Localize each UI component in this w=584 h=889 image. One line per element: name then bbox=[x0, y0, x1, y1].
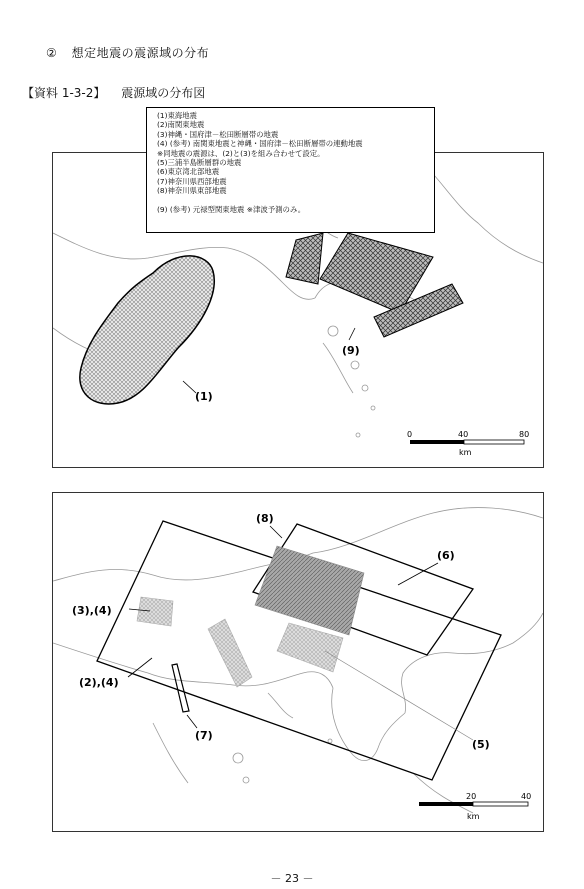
leader-zone-8 bbox=[270, 526, 282, 538]
legend-item-5: (5)三浦半島断層群の地震 bbox=[157, 158, 242, 168]
zone-9-genroku bbox=[286, 233, 463, 337]
zone-2-4-combined bbox=[208, 619, 252, 687]
scale-bar-detail bbox=[419, 792, 531, 821]
label-zone-5: (5) bbox=[472, 738, 490, 751]
label-zone-2-4: (2),(4) bbox=[79, 676, 119, 689]
scale-tick-80: 80 bbox=[519, 430, 530, 439]
legend-item-6: (6)東京湾北部地震 bbox=[157, 167, 220, 177]
label-zone-3-4: (3),(4) bbox=[72, 604, 112, 617]
label-zone-1: (1) bbox=[195, 390, 213, 403]
legend-note: ※同地震の震源は、(2)と(3)を組み合わせて設定。 bbox=[157, 148, 325, 158]
scale-tick-0: 0 bbox=[407, 430, 413, 439]
scale-unit-detail: km bbox=[467, 812, 480, 821]
legend-item-2: (2)南関東地震 bbox=[157, 120, 205, 130]
resource-caption bbox=[22, 84, 205, 101]
leader-zone-9 bbox=[349, 328, 355, 340]
source-area-map-detail bbox=[52, 492, 544, 832]
scale-tick-40-detail: 40 bbox=[521, 792, 532, 801]
label-zone-8: (8) bbox=[256, 512, 274, 525]
zone-5-miura-faults bbox=[277, 623, 343, 672]
section-title: 想定地震の震源域の分布 bbox=[71, 46, 210, 60]
label-zone-6: (6) bbox=[437, 549, 455, 562]
leader-zone-1 bbox=[183, 381, 196, 393]
scale-unit: km bbox=[459, 448, 472, 457]
legend-item-9: (9) (参考) 元禄型関東地震 ※津波予測のみ。 bbox=[157, 204, 306, 214]
legend-item-7: (7)神奈川県西部地震 bbox=[157, 176, 227, 186]
zone-3-kannawa-fault bbox=[137, 597, 173, 626]
label-zone-9: (9) bbox=[342, 344, 360, 357]
legend-item-4: (4) (参考) 南関東地震と神縄・国府津－松田断層帯の連動地震 bbox=[157, 139, 363, 149]
legend-item-1: (1)東海地震 bbox=[157, 111, 198, 120]
section-heading bbox=[46, 44, 209, 61]
scale-bar-overview bbox=[407, 430, 529, 457]
label-zone-7: (7) bbox=[195, 729, 213, 742]
leader-zone-2-4 bbox=[128, 658, 152, 677]
legend-item-8: (8)神奈川県東部地震 bbox=[157, 186, 227, 196]
resource-title: 震源域の分布図 bbox=[121, 86, 206, 100]
leader-zone-7 bbox=[187, 715, 197, 728]
scale-tick-20: 20 bbox=[466, 792, 477, 801]
zone-6-tokyo-bay-north bbox=[255, 546, 364, 635]
detail-map-canvas bbox=[53, 493, 543, 831]
page-number: － 23 － bbox=[270, 872, 314, 885]
zone-1-tokai bbox=[80, 256, 214, 404]
map-legend bbox=[146, 107, 435, 233]
section-number: ② bbox=[46, 46, 58, 60]
leader-zone-5 bbox=[325, 651, 473, 740]
scale-tick-40: 40 bbox=[458, 430, 469, 439]
legend-item-3: (3)神縄・国府津－松田断層帯の地震 bbox=[157, 129, 279, 139]
resource-ref: 【資料 1-3-2】 bbox=[22, 86, 106, 100]
